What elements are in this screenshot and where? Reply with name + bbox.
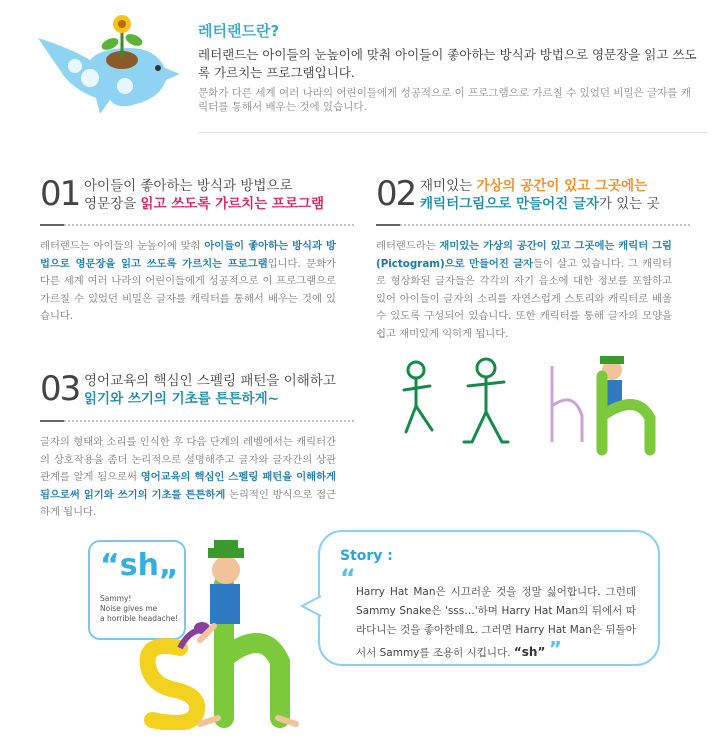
body-highlight: 아이들이 좋아하는 방식과 방법으로 영문장을 읽고 쓰도록 가르치는 프로그램 [40, 240, 336, 270]
section-divider [376, 224, 690, 226]
section-title-line: 아이들이 좋아하는 방식과 방법으로 [84, 178, 293, 194]
section-title-line [84, 390, 374, 408]
title-text: 영문장을 [84, 196, 141, 212]
section-title-line: 영어교육의 핵심인 스펠링 패턴을 이해하고 [84, 373, 336, 389]
quote-mark: „ [158, 548, 179, 583]
section-title-line [420, 177, 700, 195]
body-text: 레터랜드라는 [376, 240, 440, 252]
section-body [376, 238, 672, 343]
section-body [40, 434, 336, 522]
section-title [84, 372, 374, 408]
divider [198, 132, 708, 133]
letter-characters-illustration [396, 346, 666, 456]
title-highlight: 가상의 공간이 있고 그곳에는 [476, 178, 648, 194]
sh-letters: sh [119, 548, 159, 583]
section-number: 02 [376, 174, 416, 214]
speech-note: Sammy! Noise gives me a horrible headache! [100, 594, 179, 623]
section-divider [40, 224, 354, 226]
body-highlight: 재미있는 가상의 공간이 있고 그곳에는 캐릭터 그림 (Pictogram)으로 만들어진 글자 [376, 240, 672, 270]
page-title: 레터랜드란? [198, 22, 280, 40]
intro-lead: 레터랜드는 아이들의 눈높이에 맞춰 아이들이 좋아하는 방식과 방법으로 영문장을 읽고 쓰도록 가르치는 프로그램입니다. [198, 47, 697, 80]
body-text: 입니다. 문화가 다른 세계 여러 나라의 어린이들에게 성공적으로 이 프로그램으로 가르칠 수 있었던 비밀은 글자를 캐릭터를 통해서 배우는 것에 있습니다. [40, 257, 337, 322]
quote-mark: “ [100, 548, 120, 583]
section-title-line [84, 195, 354, 213]
section-number: 03 [40, 369, 80, 409]
section-body [40, 238, 336, 326]
body-text: 글자의 형태와 소리를 인식한 후 다음 단계의 레벨에서는 캐릭터간의 상호작용을 좀더 논리적으로 설명해주고 글자와 글자간의 상관관계를 알게 됨으로써 [40, 436, 336, 483]
title-text: 가 있는 곳 [598, 196, 660, 212]
body-text: 논리적인 방식으로 접근하게 됩니다. [40, 488, 336, 518]
title-text: 재미있는 [420, 178, 477, 194]
sh-characters-illustration [130, 540, 320, 730]
intro-description: 문화가 다른 세계 여러 나라의 어린이들에게 성공적으로 이 프로그램으로 가르칠 수 있었던 비밀은 글자를 캐릭터를 통해서 배우는 것에 있습니다. [198, 87, 692, 113]
section-title [84, 177, 354, 213]
story-tail: “sh” [513, 645, 546, 659]
section-title-line [420, 195, 700, 213]
title-highlight: 읽기와 쓰기의 기초를 튼튼하게~ [84, 391, 279, 407]
story-text [356, 583, 636, 663]
open-quote-icon: “ [340, 564, 356, 592]
title-highlight: 읽고 쓰도록 가르치는 프로그램 [140, 196, 325, 212]
body-text: 레터랜드는 아이들의 눈높이에 맞춰 [40, 240, 205, 252]
story-title: Story : [340, 548, 393, 564]
bird-plant-illustration [30, 8, 190, 118]
close-quote-icon: ” [548, 637, 562, 661]
section-title [420, 177, 700, 213]
story-body: Harry Hat Man은 시끄러운 것을 정말 싫어합니다. 그런데 Sammy Snake은 'sss…'하며 Harry Hat Man의 뒤에서 따라다니는 것을 좋아한데요. 그러면 Harry Hat Man은 뒤돌아서서 Sammy를 조용히 시킵니다. [356, 586, 636, 659]
title-highlight: 캐릭터그림으로 만들어진 글자 [420, 196, 599, 212]
section-number: 01 [40, 174, 80, 214]
story-card-pointer [300, 594, 322, 618]
section-divider [40, 420, 354, 422]
body-text: 들이 살고 있습니다. 그 캐릭터로 형상화된 글자들은 각각의 자기 음소에 대한 정보를 포함하고 있어 아이들이 글자의 소리를 자연스럽게 스토리와 캐릭터로 배울 수 있도록 구성되어 있습니다. 또한 캐릭터를 통해 글자의 모양을 쉽고 재미있게 익히게 됩니다. [376, 257, 672, 340]
body-highlight: 영어교육의 핵심인 스펠링 패턴을 이해하게 됨으로써 읽기와 쓰기의 기초를 튼튼하게 [40, 471, 336, 501]
